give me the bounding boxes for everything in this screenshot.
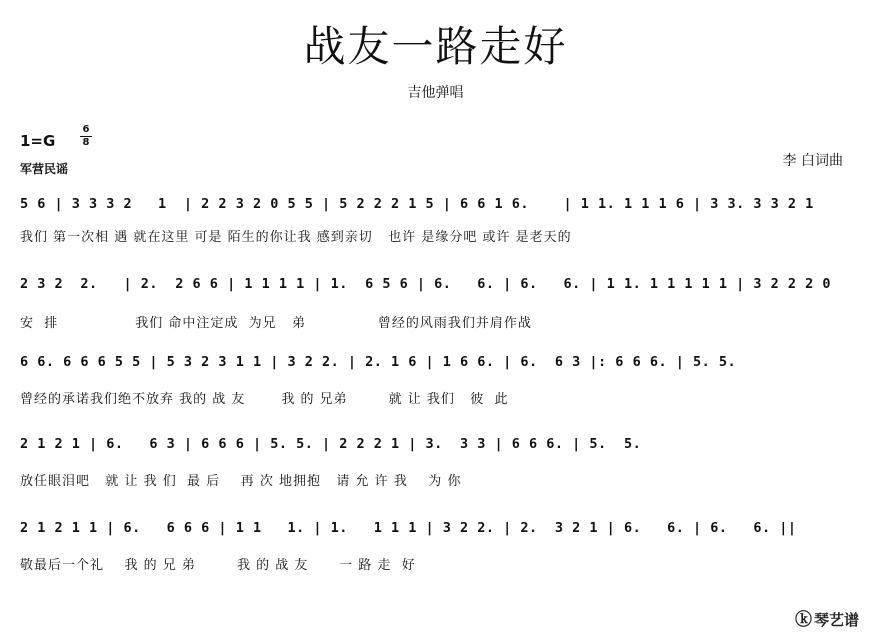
logo-text: 琴艺谱 [813,611,859,629]
lyrics-line: 安 排 我们 命中注定成 为兄 弟 曾经的风雨我们并肩作战 [20,316,532,331]
lyrics-line: 我们 第一次相 遇 就在这里 可是 陌生的你让我 感到亲切 也许 是缘分吧 或许 是老天的 [20,230,572,245]
song-origin: 军营民谣 [20,162,69,176]
meter-top: 6 [82,124,90,135]
notation-line: 2 1 2 1 | 6. 6 3 | 6 6 6 | 5. 5. | 2 2 2 1 | 3. 3 3 | 6 6 6. | 5. 5. [20,436,642,452]
notation-line: 2 3 2 2. | 2. 2 6 6 | 1 1 1 1 | 1. 6 5 6 | 6. 6. | 6. 6. | 1 1. 1 1 1 1 1 | 3 2 2 2 0 [20,276,832,292]
song-credit: 李 白词曲 [782,153,843,169]
notation-line: 5 6 | 3 3 3 2 1 | 2 2 3 2 0 5 5 | 5 2 2 2 1 5 | 6 6 1 6. | 1 1. 1 1 1 6 | 3 3. 3 3 2 1 [20,196,814,212]
notation-line: 6 6. 6 6 6 5 5 | 5 3 2 3 1 1 | 3 2 2. | 2. 1 6 | 1 6 6. | 6. 6 3 |: 6 6 6. | 5. 5. [20,354,737,370]
lyrics-line: 敬最后一个礼 我 的 兄 弟 我 的 战 友 一 路 走 好 [20,558,416,573]
song-subtitle: 吉他弹唱 [407,85,464,101]
key-signature: 1=G [20,132,56,150]
logo-mark-icon: ⓚ [794,610,812,630]
notation-line: 2 1 2 1 1 | 6. 6 6 6 | 1 1 1. | 1. 1 1 1 | 3 2 2. | 2. 3 2 1 | 6. 6. | 6. 6. || [20,520,797,536]
lyrics-line: 放任眼泪吧 就 让 我 们 最 后 再 次 地拥抱 请 允 许 我 为 你 [20,474,462,489]
site-logo [795,605,859,630]
song-title: 战友一路走好 [303,22,568,71]
meter-bottom: 8 [82,137,90,148]
time-signature [80,125,92,148]
lyrics-line: 曾经的承诺我们绝不放弃 我的 战 友 我 的 兄弟 就 让 我们 彼 此 [20,392,509,407]
